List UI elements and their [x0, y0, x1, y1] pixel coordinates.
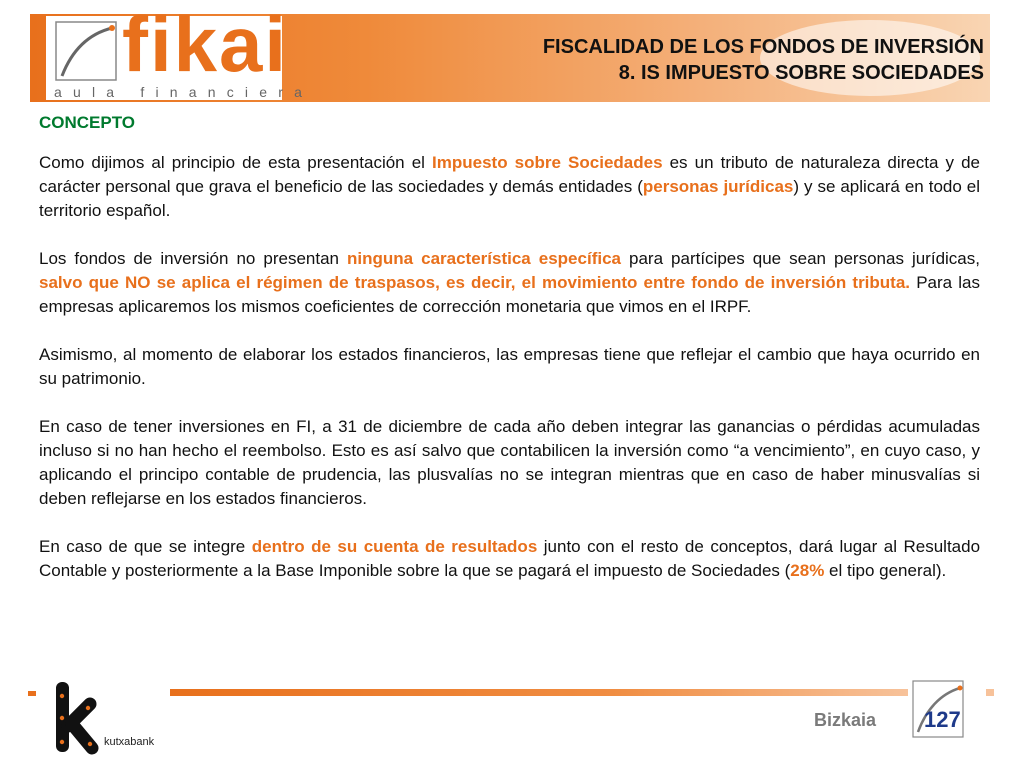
kutxabank-k-logo-icon [50, 680, 106, 756]
highlighted-text: personas jurídicas [642, 177, 794, 196]
paragraph [39, 343, 980, 391]
body-text: Para las empresas aplicaremos los mismos coeficientes de corrección monetaria que vimos en el IRPF. [39, 273, 981, 316]
highlighted-text: Impuesto sobre Sociedades [432, 153, 663, 172]
body-text: Como dijimos al principio de esta presentación el [39, 153, 433, 172]
body-text: el tipo general). [824, 561, 947, 580]
body-text: para partícipes que sean personas jurídicas, [620, 249, 980, 268]
paragraph [39, 247, 980, 319]
title-line-1: FISCALIDAD DE LOS FONDOS DE INVERSIÓN [542, 36, 984, 58]
body-text: es un tributo de naturaleza directa y de carácter personal que grava el beneficio de las sociedades y demás entidades ( [39, 153, 980, 196]
footer-accent-dot [28, 691, 36, 696]
paragraph [39, 151, 980, 223]
paragraph-list [39, 151, 980, 583]
brand-tagline: aula financiera [54, 84, 314, 100]
paragraph [39, 415, 980, 511]
page-number: 127 [924, 707, 961, 732]
body-text: Asimismo, al momento de elaborar los estados financieros, las empresas tiene que reflejar el cambio que haya ocurrido en su patrimonio. [39, 345, 980, 388]
body-text: ) y se aplicará en todo el territorio español. [39, 177, 981, 220]
fikai-logo-swoosh-icon [54, 20, 118, 82]
body-text: En caso de que se integre [39, 537, 252, 556]
body-text: junto con el resto de conceptos, dará lugar al Resultado Contable y posteriormente a la Base Imponible sobre la que se pagará el impuesto de Sociedades ( [39, 537, 981, 580]
title-line-2: 8. IS IMPUESTO SOBRE SOCIEDADES [618, 62, 984, 84]
footer-bar [170, 689, 908, 696]
bank-name: kutxabank [104, 736, 155, 748]
highlighted-text: 28% [790, 561, 825, 580]
paragraph [39, 535, 980, 583]
main-content [39, 111, 980, 607]
body-text: Los fondos de inversión no presentan [39, 249, 347, 268]
body-text: En caso de tener inversiones en FI, a 31 de diciembre de cada año deben integrar las ganancias o pérdidas acumuladas incluso si no han hecho el reembolso. Esto es así salvo que contabilicen la inversión como “a vencimiento”, en cuyo caso, y aplicando el principo contable de prudencia, las plusvalías no se integran mientras que en caso de haber minusvalías si deben reflejarse en los estados financieros. [39, 417, 980, 508]
page-title [543, 34, 984, 86]
highlighted-text: ninguna característica específica [347, 249, 621, 268]
section-title: CONCEPTO [39, 113, 136, 132]
footer-accent-end [986, 689, 994, 696]
brand-name: fikai [122, 0, 289, 88]
highlighted-text: salvo que NO se aplica el régimen de traspasos, es decir, el movimiento entre fondo de inversión tributa. [39, 273, 911, 292]
highlighted-text: dentro de su cuenta de resultados [251, 537, 538, 556]
region-label: Bizkaia [814, 710, 877, 730]
